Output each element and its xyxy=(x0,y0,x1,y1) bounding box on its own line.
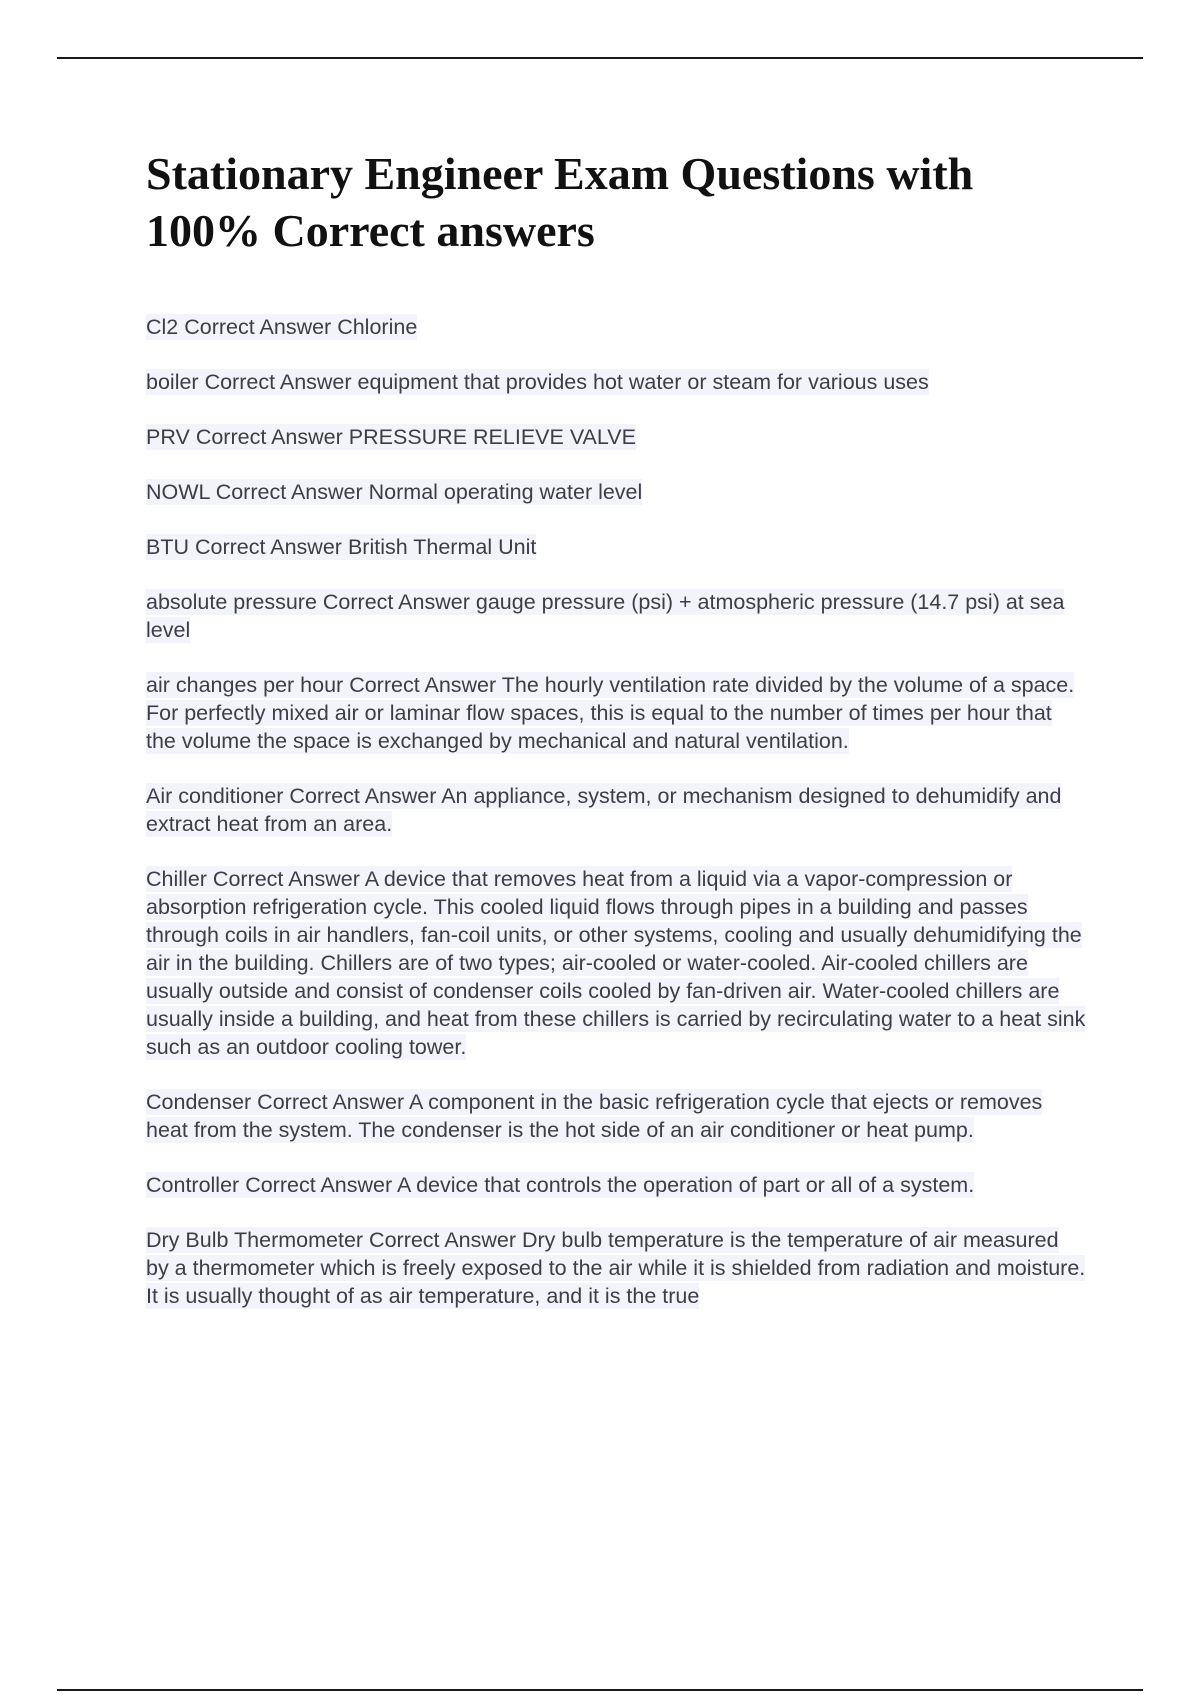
qa-answer: Normal operating water level xyxy=(368,480,643,504)
qa-answer-label: Correct Answer xyxy=(322,590,470,614)
qa-entry-text xyxy=(146,783,1061,837)
qa-term: air changes per hour xyxy=(146,673,344,697)
qa-answer-label: Correct Answer xyxy=(369,1228,517,1252)
qa-answer-label: Correct Answer xyxy=(204,370,352,394)
qa-answer-label: Correct Answer xyxy=(349,673,497,697)
qa-answer-label: Correct Answer xyxy=(257,1090,405,1114)
qa-term: Cl2 xyxy=(146,315,179,339)
qa-term: Chiller xyxy=(146,867,207,891)
qa-entry-text xyxy=(146,1227,1085,1309)
qa-answer-label: Correct Answer xyxy=(215,480,363,504)
qa-term: Condenser xyxy=(146,1090,252,1114)
document-title: Stationary Engineer Exam Questions with 100% Correct answers xyxy=(146,148,974,256)
qa-answer: Chlorine xyxy=(337,315,418,339)
qa-answer: An appliance, system, or mechanism designed to dehumidify and extract heat from an area. xyxy=(146,784,1062,836)
qa-entry xyxy=(146,782,1086,838)
qa-term: Air conditioner xyxy=(146,784,284,808)
qa-answer: The hourly ventilation rate divided by the volume of a space. For perfectly mixed air or laminar flow spaces, this is equal to the number of times per hour that the volume the space is exchanged by mechanical and natural ventilation. xyxy=(146,673,1075,753)
qa-term: boiler xyxy=(146,370,199,394)
qa-entry xyxy=(146,423,1086,451)
qa-entry xyxy=(146,1226,1086,1310)
qa-term: Controller xyxy=(146,1173,240,1197)
qa-answer: Dry bulb temperature is the temperature of air measured by a thermometer which is freely exposed to the air while it is shielded from radiation and moisture. It is usually thought of as air temperature, and it is the true xyxy=(146,1228,1086,1308)
qa-entry xyxy=(146,865,1086,1061)
qa-answer: A component in the basic refrigeration cycle that ejects or removes heat from the system. The condenser is the hot side of an air conditioner or heat pump. xyxy=(146,1090,1043,1142)
qa-answer-label: Correct Answer xyxy=(212,867,360,891)
qa-entry-text xyxy=(146,866,1085,1060)
qa-answer: A device that removes heat from a liquid via a vapor-compression or absorption refrigeration cycle. This cooled liquid flows through pipes in a building and passes through coils in air handlers, fan-coil units, or other systems, cooling and usually dehumidifying the air in the building. Chillers are of two types; air-cooled or water-cooled. Air-cooled chillers are usually outside and consist of condenser coils cooled by fan-driven air. Water-cooled chillers are usually inside a building, and heat from these chillers is carried by recirculating water to a heat sink such as an outdoor cooling tower. xyxy=(146,867,1086,1059)
qa-term: BTU xyxy=(146,535,189,559)
qa-entry xyxy=(146,533,1086,561)
footer-rule xyxy=(57,1689,1143,1691)
qa-entry xyxy=(146,478,1086,506)
qa-entry-text xyxy=(146,479,642,505)
qa-entry-text xyxy=(146,534,536,560)
qa-entry xyxy=(146,1088,1086,1144)
qa-entry xyxy=(146,368,1086,396)
qa-answer-label: Correct Answer xyxy=(289,784,437,808)
qa-entry-text xyxy=(146,1089,1042,1143)
header-rule xyxy=(57,57,1143,59)
qa-term: absolute pressure xyxy=(146,590,317,614)
qa-answer: A device that controls the operation of part or all of a system. xyxy=(396,1173,975,1197)
qa-entry xyxy=(146,1171,1086,1199)
qa-list xyxy=(146,313,1086,1337)
qa-answer: gauge pressure (psi) + atmospheric pressure (14.7 psi) at sea level xyxy=(146,590,1065,642)
qa-entry xyxy=(146,588,1086,644)
qa-answer: PRESSURE RELIEVE VALVE xyxy=(348,425,636,449)
qa-entry-text xyxy=(146,369,929,395)
qa-answer: equipment that provides hot water or steam for various uses xyxy=(357,370,929,394)
qa-answer-label: Correct Answer xyxy=(195,425,343,449)
qa-term: NOWL xyxy=(146,480,210,504)
qa-answer: British Thermal Unit xyxy=(347,535,537,559)
qa-term: Dry Bulb Thermometer xyxy=(146,1228,364,1252)
qa-term: PRV xyxy=(146,425,190,449)
qa-entry xyxy=(146,671,1086,755)
qa-entry-text xyxy=(146,1172,974,1198)
qa-entry-text xyxy=(146,314,417,340)
qa-entry-text xyxy=(146,424,636,450)
qa-entry-text xyxy=(146,672,1074,754)
qa-answer-label: Correct Answer xyxy=(245,1173,393,1197)
qa-answer-label: Correct Answer xyxy=(194,535,342,559)
qa-entry xyxy=(146,313,1086,341)
qa-entry-text xyxy=(146,589,1064,643)
qa-answer-label: Correct Answer xyxy=(184,315,332,339)
